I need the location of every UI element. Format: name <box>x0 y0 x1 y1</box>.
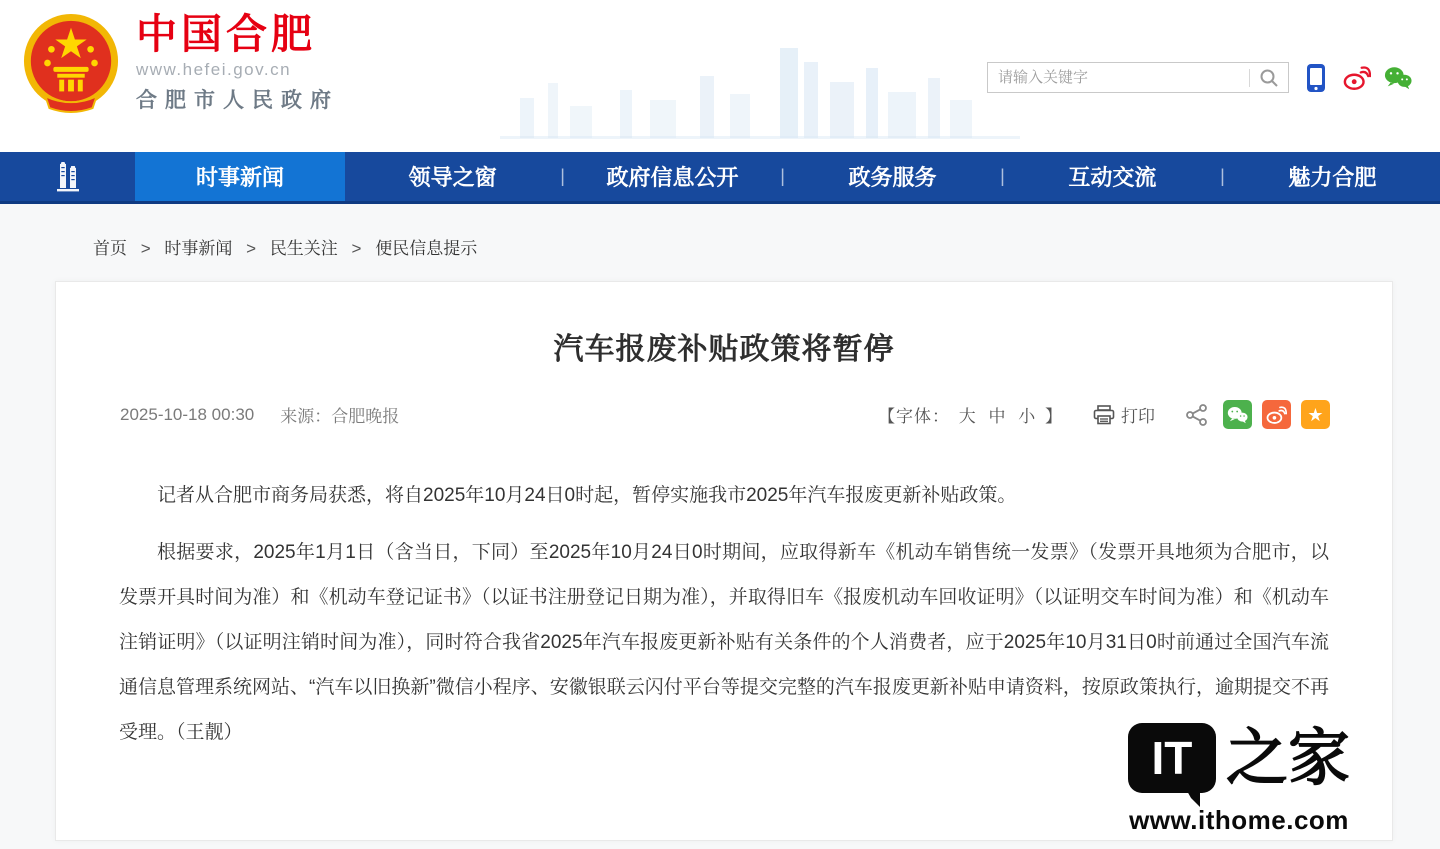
breadcrumb-home[interactable]: 首页 <box>93 239 127 258</box>
printer-icon <box>1093 405 1115 425</box>
article-source: 来源：合肥晚报 <box>280 407 400 426</box>
nav-separator: | <box>1000 166 1005 186</box>
weibo-share-button[interactable] <box>1262 400 1291 429</box>
share-button[interactable] <box>1185 403 1209 427</box>
nav-item-gov-services[interactable]: 政务服务 <box>848 165 937 190</box>
font-size-large[interactable]: 大 <box>958 407 977 426</box>
search-box <box>987 62 1289 93</box>
mobile-icon[interactable] <box>1302 64 1330 92</box>
star-share-icon: ★ <box>1307 404 1324 425</box>
article-paragraph: 根据要求，2025年1月1日（含当日，下同）至2025年10月24日0时期间，应取得新车《机动车销售统一发票》（发票开具地须为合肥市，以发票开具时间为准）和《机动车登记证书》（以证书注册登记日期为准），并取得旧车《报废机动车回收证明》（以证明交车时间为准）和《机动车注销证明》（以证明注销时间为准），同时符合我省2025年汽车报废更新补贴有关条件的个人消费者，应于2025年10月31日0时前通过全国汽车流通信息管理系统网站、“汽车以旧换新”微信小程序、安徽银联云闪付平台等提交完整的汽车报废更新补贴申请资料，按原政策执行，逾期提交不再受理。（王靓） <box>119 542 1329 743</box>
print-label: 打印 <box>1121 407 1155 426</box>
site-subtitle: 合肥市人民政府 <box>136 89 339 113</box>
article-meta-right <box>878 400 1330 429</box>
font-control-prefix: 【字体： <box>878 407 951 426</box>
site-url: www.hefei.gov.cn <box>136 60 292 80</box>
breadcrumb-news[interactable]: 时事新闻 <box>164 239 233 258</box>
national-emblem-icon <box>22 12 120 114</box>
article-title: 汽车报废补贴政策将暂停 <box>553 333 895 366</box>
ithome-logo-text: IT <box>1151 732 1193 784</box>
nav-separator: | <box>780 166 785 186</box>
main-content <box>0 204 1440 846</box>
main-navbar <box>0 152 1440 204</box>
nav-rest <box>345 152 1440 201</box>
weibo-icon[interactable] <box>1343 64 1371 92</box>
share-icon <box>1185 403 1209 427</box>
site-name: 中国合肥 <box>136 11 316 57</box>
breadcrumb-separator: > <box>246 239 257 258</box>
breadcrumb-tips[interactable]: 便民信息提示 <box>375 239 478 258</box>
favorite-share-button[interactable] <box>1301 400 1330 429</box>
font-size-medium[interactable]: 中 <box>988 407 1007 426</box>
ithome-watermark <box>1128 723 1350 836</box>
nav-separator: | <box>1220 166 1225 186</box>
search-icon <box>1259 68 1279 88</box>
nav-item-interaction[interactable]: 互动交流 <box>1068 165 1157 190</box>
wechat-icon[interactable] <box>1384 64 1412 92</box>
article-date: 2025-10-18 00:30 <box>120 404 255 424</box>
nav-item-leaders[interactable]: 领导之窗 <box>408 165 497 190</box>
ithome-bubble-logo-icon <box>1128 723 1216 793</box>
home-towers-icon <box>51 160 85 194</box>
article-paragraph: 记者从合肥市商务局获悉，将自2025年10月24日0时起，暂停实施我市2025年汽车报废更新补贴政策。 <box>157 485 1017 506</box>
city-skyline-graphic <box>500 28 1020 148</box>
article-body <box>106 473 1342 755</box>
nav-home-button[interactable] <box>0 152 135 201</box>
weibo-share-icon <box>1266 406 1287 424</box>
article-card <box>55 281 1393 841</box>
site-logo[interactable] <box>22 12 339 114</box>
font-size-small[interactable]: 小 <box>1018 407 1037 426</box>
font-size-control <box>878 402 1063 427</box>
breadcrumb-separator: > <box>351 239 362 258</box>
wechat-share-icon <box>1227 406 1248 424</box>
site-header <box>0 0 1440 152</box>
nav-item-current-news[interactable]: 时事新闻 <box>135 152 345 201</box>
nav-item-charm-hefei[interactable]: 魅力合肥 <box>1288 165 1377 190</box>
nav-separator: | <box>560 166 565 186</box>
header-tools <box>987 62 1412 93</box>
breadcrumb <box>0 204 1440 281</box>
print-button[interactable] <box>1087 401 1161 428</box>
article-meta-left <box>120 402 399 427</box>
ithome-logo <box>1128 723 1350 793</box>
ithome-logo-suffix: 之家 <box>1225 721 1350 794</box>
nav-item-gov-info[interactable]: 政府信息公开 <box>606 165 739 190</box>
font-control-suffix: 】 <box>1045 407 1063 426</box>
breadcrumb-livelihood[interactable]: 民生关注 <box>269 239 338 258</box>
search-button[interactable] <box>1250 63 1288 92</box>
ithome-url: www.ithome.com <box>1129 805 1349 835</box>
breadcrumb-separator: > <box>140 239 151 258</box>
article-meta-row <box>106 400 1342 429</box>
wechat-share-button[interactable] <box>1223 400 1252 429</box>
search-input[interactable] <box>988 63 1249 92</box>
logo-text-block <box>136 12 339 114</box>
